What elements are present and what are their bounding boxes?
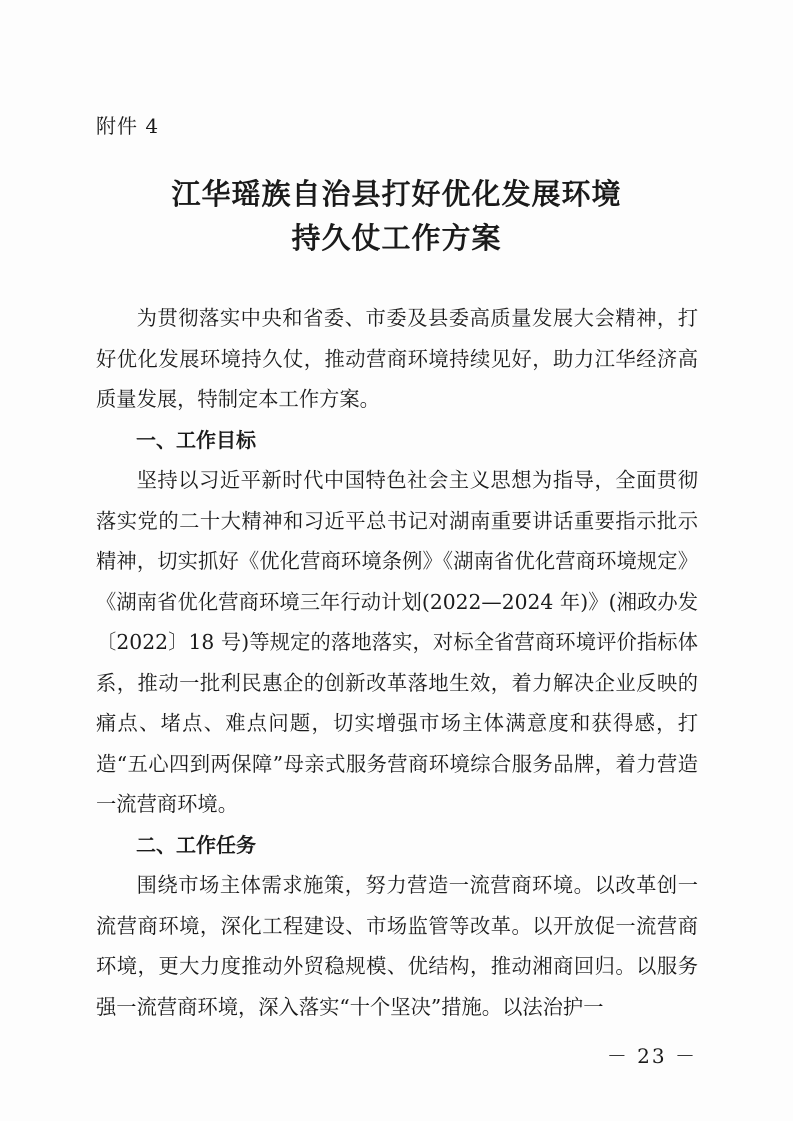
goals-paragraph: 坚持以习近平新时代中国特色社会主义思想为指导，全面贯彻落实党的二十大精神和习近平总书记对湖南重要讲话重要指示批示精神，切实抓好《优化营商环境条例》《湖南省优化营商环境规定》《湖南省优化营商环境三年行动计划(2022—2024 年)》(湘政办发〔2022〕18 号)等规定的落地落实，对标全省营商环境评价指标体系，推动一批利民惠企的创新改革落地生效，着力解决企业反映的痛点、堵点、难点问题，切实增强市场主体满意度和获得感，打造“五心四到两保障”母亲式服务营商环境综合服务品牌，着力营造一流营商环境。	[96, 468, 698, 816]
intro-paragraph: 为贯彻落实中央和省委、市委及县委高质量发展大会精神，打好优化发展环境持久仗，推动营商环境持续见好，助力江华经济高质量发展，特制定本工作方案。	[96, 306, 698, 411]
document-title-line-2: 持久仗工作方案	[291, 221, 502, 255]
attachment-label: 附件 4	[96, 114, 160, 138]
document-body	[96, 298, 698, 1027]
section-heading-goals: 一、工作目标	[136, 427, 256, 452]
page-number: － 23 －	[606, 1044, 697, 1068]
document-title-line-1: 江华瑶族自治县打好优化发展环境	[171, 177, 622, 211]
tasks-paragraph: 围绕市场主体需求施策，努力营造一流营商环境。以改革创一流营商环境，深化工程建设、市场监管等改革。以开放促一流营商环境，更大力度推动外贸稳规模、优结构，推动湘商回归。以服务强一流营商环境，深入落实“十个坚决”措施。以法治护一	[96, 873, 698, 1019]
section-heading-tasks: 二、工作任务	[136, 832, 256, 857]
